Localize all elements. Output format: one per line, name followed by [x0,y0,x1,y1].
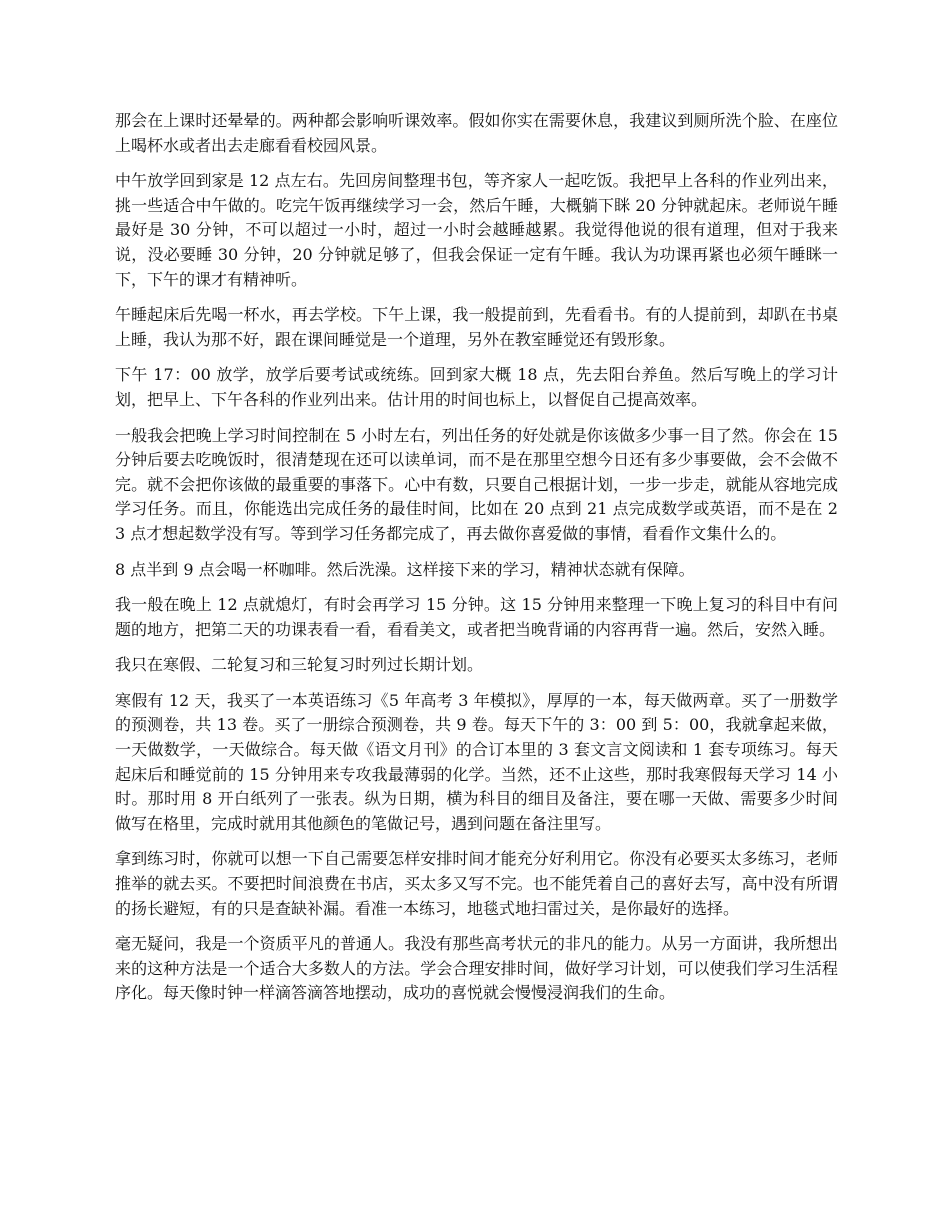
paragraph: 那会在上课时还晕晕的。两种都会影响听课效率。假如你实在需要休息，我建议到厕所洗个脸、在座位上喝杯水或者出去走廊看看校园风景。 [115,111,838,155]
paragraph: 下午 17：00 放学，放学后要考试或统练。回到家大概 18 点，先去阳台养鱼。然后写晚上的学习计划，把早上、下午各科的作业列出来。估计用的时间也标上，以督促自己提高效率。 [115,365,838,409]
paragraph: 毫无疑问，我是一个资质平凡的普通人。我没有那些高考状元的非凡的能力。从另一方面讲，我所想出来的这种方法是一个适合大多数人的方法。学会合理安排时间，做好学习计划，可以使我们学习生活程序化。每天像时钟一样滴答滴答地摆动，成功的喜悦就会慢慢浸润我们的生命。 [115,934,838,1003]
paragraph: 我只在寒假、二轮复习和三轮复习时列过长期计划。 [115,655,484,675]
paragraph: 一般我会把晚上学习时间控制在 5 小时左右，列出任务的好处就是你该做多少事一目了然。你会在 15 分钟后要去吃晚饭时，很清楚现在还可以读单词，而不是在那里空想今日还有多少事要做，会不会做不完。就不会把你该做的最重要的事落下。心中有数，只要自己根据计划，一步一步走，就能从容地完成学习任务。而且，你能选出完成任务的最佳时间，比如在 20 点到 21 点完成数学或英语，而不是在 23 点才想起数学没有写。等到学习任务都完成了，再去做你喜爱做的事情，看看作文集什么的。 [115,425,838,543]
paragraph: 8 点半到 9 点会喝一杯咖啡。然后洗澡。这样接下来的学习，精神状态就有保障。 [115,559,695,579]
paragraph: 拿到练习时，你就可以想一下自己需要怎样安排时间才能充分好利用它。你没有必要买太多练习，老师推举的就去买。不要把时间浪费在书店，买太多又写不完。也不能凭着自己的喜好去写，高中没有所谓的扬长避短，有的只是查缺补漏。看准一本练习，地毯式地扫雷过关，是你最好的选择。 [115,849,838,918]
paragraph: 午睡起床后先喝一杯水，再去学校。下午上课，我一般提前到，先看看书。有的人提前到，却趴在书桌上睡，我认为那不好，跟在课间睡觉是一个道理，另外在教室睡觉还有毁形象。 [115,305,838,349]
paragraph: 中午放学回到家是 12 点左右。先回房间整理书包，等齐家人一起吃饭。我把早上各科的作业列出来，挑一些适合中午做的。吃完午饭再继续学习一会，然后午睡，大概躺下眯 20 分钟就起床。老师说午睡最好是 30 分钟，不可以超过一小时，超过一小时会越睡越累。我觉得他说的很有道理，但对于我来说，没必要睡 30 分钟，20 分钟就足够了，但我会保证一定有午睡。我认为功课再紧也必须午睡眯一下，下午的课才有精神听。 [115,171,838,289]
paragraph: 寒假有 12 天，我买了一本英语练习《5 年高考 3 年模拟》，厚厚的一本，每天做两章。买了一册数学的预测卷，共 13 卷。买了一册综合预测卷，共 9 卷。每天下午的 3：00 到 5：00，我就拿起来做，一天做数学，一天做综合。每天做《语文月刊》的合订本里的 3 套文言文阅读和 1 套专项练习。每天起床后和睡觉前的 15 分钟用来专攻我最薄弱的化学。当然，还不止这些，那时我寒假每天学习 14 小时。那时用 8 开白纸列了一张表。纵为日期，横为科目的细目及备注，要在哪一天做、需要多少时间做写在格里，完成时就用其他颜色的笔做记号，遇到问题在备注里写。 [115,690,838,833]
document-page [115,109,838,1017]
paragraph: 我一般在晚上 12 点就熄灯，有时会再学习 15 分钟。这 15 分钟用来整理一下晚上复习的科目中有问题的地方，把第二天的功课表看一看，看看美文，或者把当晚背诵的内容再背一遍。然后，安然入睡。 [115,595,838,639]
